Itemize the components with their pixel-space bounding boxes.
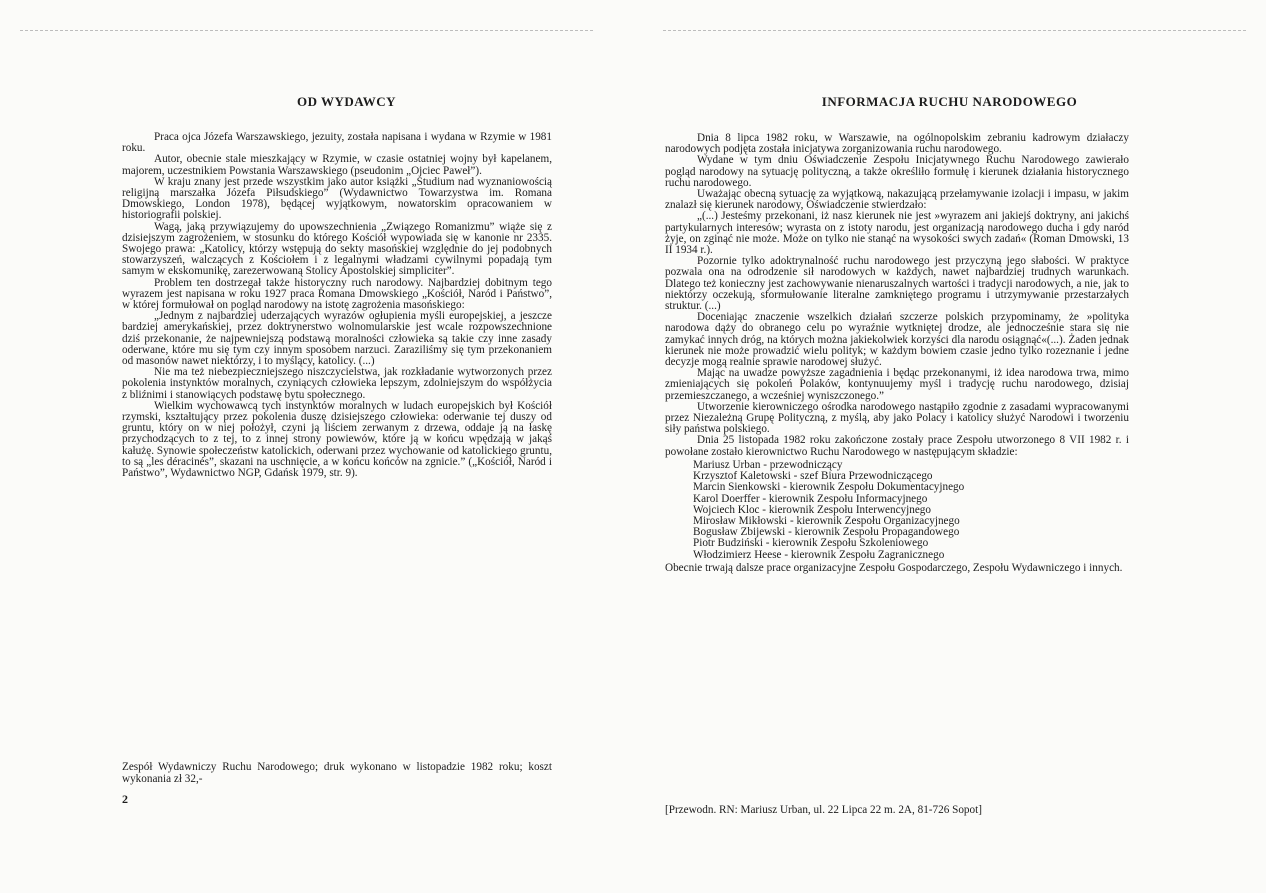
left-page-body: [122, 132, 552, 479]
paragraph: Problem ten dostrzegał także historyczny ruch narodowy. Najbardziej dobitnym tego wyrazem jest napisana w roku 1927 praca Romana Dmowskiego „Kościół, Naród i Państwo”, w której formułował on pogląd narodowy na istotę zagrożenia masońskiego:: [122, 276, 552, 312]
scan-edge-line: [663, 30, 1246, 31]
paragraph: Wydane w tym dniu Oświadczenie Zespołu Inicjatywnego Ruchu Narodowego zawierało pogląd narodowy na sytuację polityczną, a także określiło formułę i kierunek działania historycznego ruchu narodowego.: [665, 154, 1129, 189]
paragraph: Utworzenie kierowniczego ośrodka narodowego nastąpiło zgodnie z zasadami wypracowanymi przez Niezależną Grupę Polityczną, z myślą, aby jako Polacy i katolicy służyć Narodowi i tworzeniu siły państwa polskiego.: [665, 400, 1129, 436]
list-item: Marcin Sienkowski - kierownik Zespołu Dokumentacyjnego: [693, 481, 965, 494]
paragraph: Autor, obecnie stale mieszkający w Rzymie, w czasie ostatniej wojny był kapelanem, majorem, uczestnikiem Powstania Warszawskiego (pseudonim „Ojciec Paweł”).: [122, 153, 552, 177]
list-item: Wojciech Kloc - kierownik Zespołu Interwencyjnego: [693, 503, 931, 516]
list-item: Krzysztof Kaletowski - szef Biura Przewodniczącego: [693, 470, 933, 483]
list-item: Mirosław Mikłowski - kierownik Zespołu Organizacyjnego: [693, 514, 960, 527]
list-item: Włodzimierz Heese - kierownik Zespołu Zagranicznego: [693, 548, 945, 561]
quote-paragraph: „Jednym z najbardziej uderzających wyrazów ogłupienia myśli europejskiej, a jeszcze bardziej amerykańskiej, przez doktrynerstwo wolnomularskie jest wcale rozpowszechnione dziś przekonanie, że najpewniejszą podstawą moralności człowieka są takie czy inne zasady oderwane, które mu się tym czy innym sposobem narzuci. Zaraziliśmy się tym przekonaniem od masonów nawet niektórzy, i to myślący, katolicy. (...): [122, 310, 552, 368]
paragraph: Praca ojca Józefa Warszawskiego, jezuity, została napisana i wydana w Rzymie w 1981 roku.: [122, 131, 552, 155]
scan-edge-line: [20, 30, 593, 31]
right-page-body: [665, 133, 1129, 574]
paragraph: Wagą, jaką przywiązujemy do upowszechnienia „Związego Romanizmu” wiąże się z dzisiejszym zagrożeniem, w stosunku do którego Kościół wypowiada się w kanonie nr 2335. Swojego prawa: „Katolicy, którzy wstępują do sekty masońskiej względnie do jej podobnych stowarzyszeń, walczących z Kościołem i z legalnymi władzami cywilnymi popadają tym samym w ekskomunikę, zarezerwowaną Stolicy Apostolskiej simpliciter”.: [122, 220, 552, 278]
paragraph: Doceniając znaczenie wszelkich działań szczerze polskich przypominamy, że »polityka narodowa dąży do obranego celu po wyraźnie wytkniętej drodze, ale jednocześnie stara się nie zamykać innych dróg, na których można jakiekolwiek korzyści dla narodu osiągnąć«(...). Żaden jednak kierunek nie może prowadzić wielu polityk; w każdym bowiem czasie jedno tylko rozeznanie i jedne decyzje mogą realnie sprawie narodowej służyć.: [665, 311, 1129, 369]
paragraph: Pozornie tylko adoktrynalność ruchu narodowego jest przyczyną jego słabości. W praktyce pozwala ona na odrodzenie sił narodowych w każdych, nawet najbardziej trudnych warunkach. Dlatego też konieczny jest zachowywanie nienaruszalnych wartości i tradycji narodowych, a nie, jak to niektórzy oczekują, sformułowanie literalne zamkniętego programu i utrzymywanie przestarzałych struktur. (...): [665, 255, 1129, 313]
right-page-heading: INFORMACJA RUCHU NARODOWEGO: [821, 94, 1078, 109]
quote-paragraph: „(...) Jesteśmy przekonani, iż nasz kierunek nie jest »wyrazem ani jakiejś doktryny, ani jakichś partykularnych interesów; wyrasta on z istoty narodu, jest organizacją narodowego ducha i gdy naród żyje, on zginąć nie może. Może on tylko nie stanąć na wysokości swych zadań« (Roman Dmowski, 13 II 1934 r.).: [665, 210, 1129, 257]
list-item: Bogusław Zbijewski - kierownik Zespołu Propagandowego: [693, 526, 960, 539]
list-item: Mariusz Urban - przewodniczący: [693, 458, 843, 471]
paragraph: Uważając obecną sytuację za wyjątkową, nakazującą przełamywanie izolacji i impasu, w jakim znalazł się kierunek narodowy, Oświadczenie stwierdzało:: [665, 188, 1129, 212]
paragraph: Dnia 25 listopada 1982 roku zakończone zostały prace Zespołu utworzonego 8 VII 1982 r. i powołane zostało kierownictwo Ruchu Narodowego w następującym składzie:: [665, 434, 1129, 458]
closing-paragraph: Obecnie trwają dalsze prace organizacyjne Zespołu Gospodarczego, Zespołu Wydawniczego i innych.: [665, 561, 1123, 574]
quote-paragraph: Nie ma też niebezpieczniejszego niszczycielstwa, jak rozkładanie wytworzonych przez pokolenia instynktów moralnych, czyniących człowieka lepszym, zdolniejszym do współżycia z bliźnimi i stanowiących podstawę bytu społecznego.: [122, 366, 552, 401]
contact-address: [Przewodn. RN: Mariusz Urban, ul. 22 Lipca 22 m. 2A, 81-726 Sopot]: [665, 804, 982, 816]
paragraph: W kraju znany jest przede wszystkim jako autor książki „Studium nad wyznaniowością religijną marszałka Józefa Piłsudskiego” (Wydawnictwo Towarzystwa im. Romana Dmowskiego, London 1978), będącej wyjątkowym, nowatorskim opracowaniem w historiografii polskiej.: [122, 175, 552, 222]
quote-paragraph: Wielkim wychowawcą tych instynktów moralnych w ludach europejskich był Kościół rzymski, kształtujący przez pokolenia duszę dzisiejszego człowieka: oderwanie tej duszy od gruntu, który on w niej położył, czyni ją liściem zerwanym z drzewa, oddaje ją na łaskę przychodzących to z tej, to z innej strony powiewów, które ją w końcu wpędzają w jakąś kałużę. Synowie społeczeństw katolickich, oderwani przez wychowanie od katolickiego gruntu, to są „les déracinés”, skazani na uschnięcie, a w końcu końców na zgnicie.” („Kościół, Naród i Państwo”, Wydawnictwo NGP, Gdańsk 1979, str. 9).: [122, 399, 552, 480]
list-item: Piotr Budziński - kierownik Zespołu Szkoleniowego: [693, 537, 929, 550]
page-number: 2: [122, 792, 128, 806]
publisher-footer: Zespół Wydawniczy Ruchu Narodowego; druk wykonano w listopadzie 1982 roku; koszt wykonania zł 32,-: [122, 761, 552, 785]
paragraph: Mając na uwadze powyższe zagadnienia i będąc przekonanymi, iż idea narodowa trwa, mimo zmieniających się pokoleń Polaków, kontynuujemy myśl i tradycję ruchu narodowego, dzisiaj przemieszczanego, a wcześniej wyniszczonego.”: [665, 367, 1129, 402]
paragraph: Dnia 8 lipca 1982 roku, w Warszawie, na ogólnopolskim zebraniu kadrowym działaczy narodowych podjęta została inicjatywa zorganizowania ruchu narodowego.: [665, 132, 1129, 156]
members-list: [693, 460, 1129, 561]
left-page-heading: OD WYDAWCY: [296, 94, 396, 109]
list-item: Karol Doerffer - kierownik Zespołu Informacyjnego: [693, 492, 928, 505]
